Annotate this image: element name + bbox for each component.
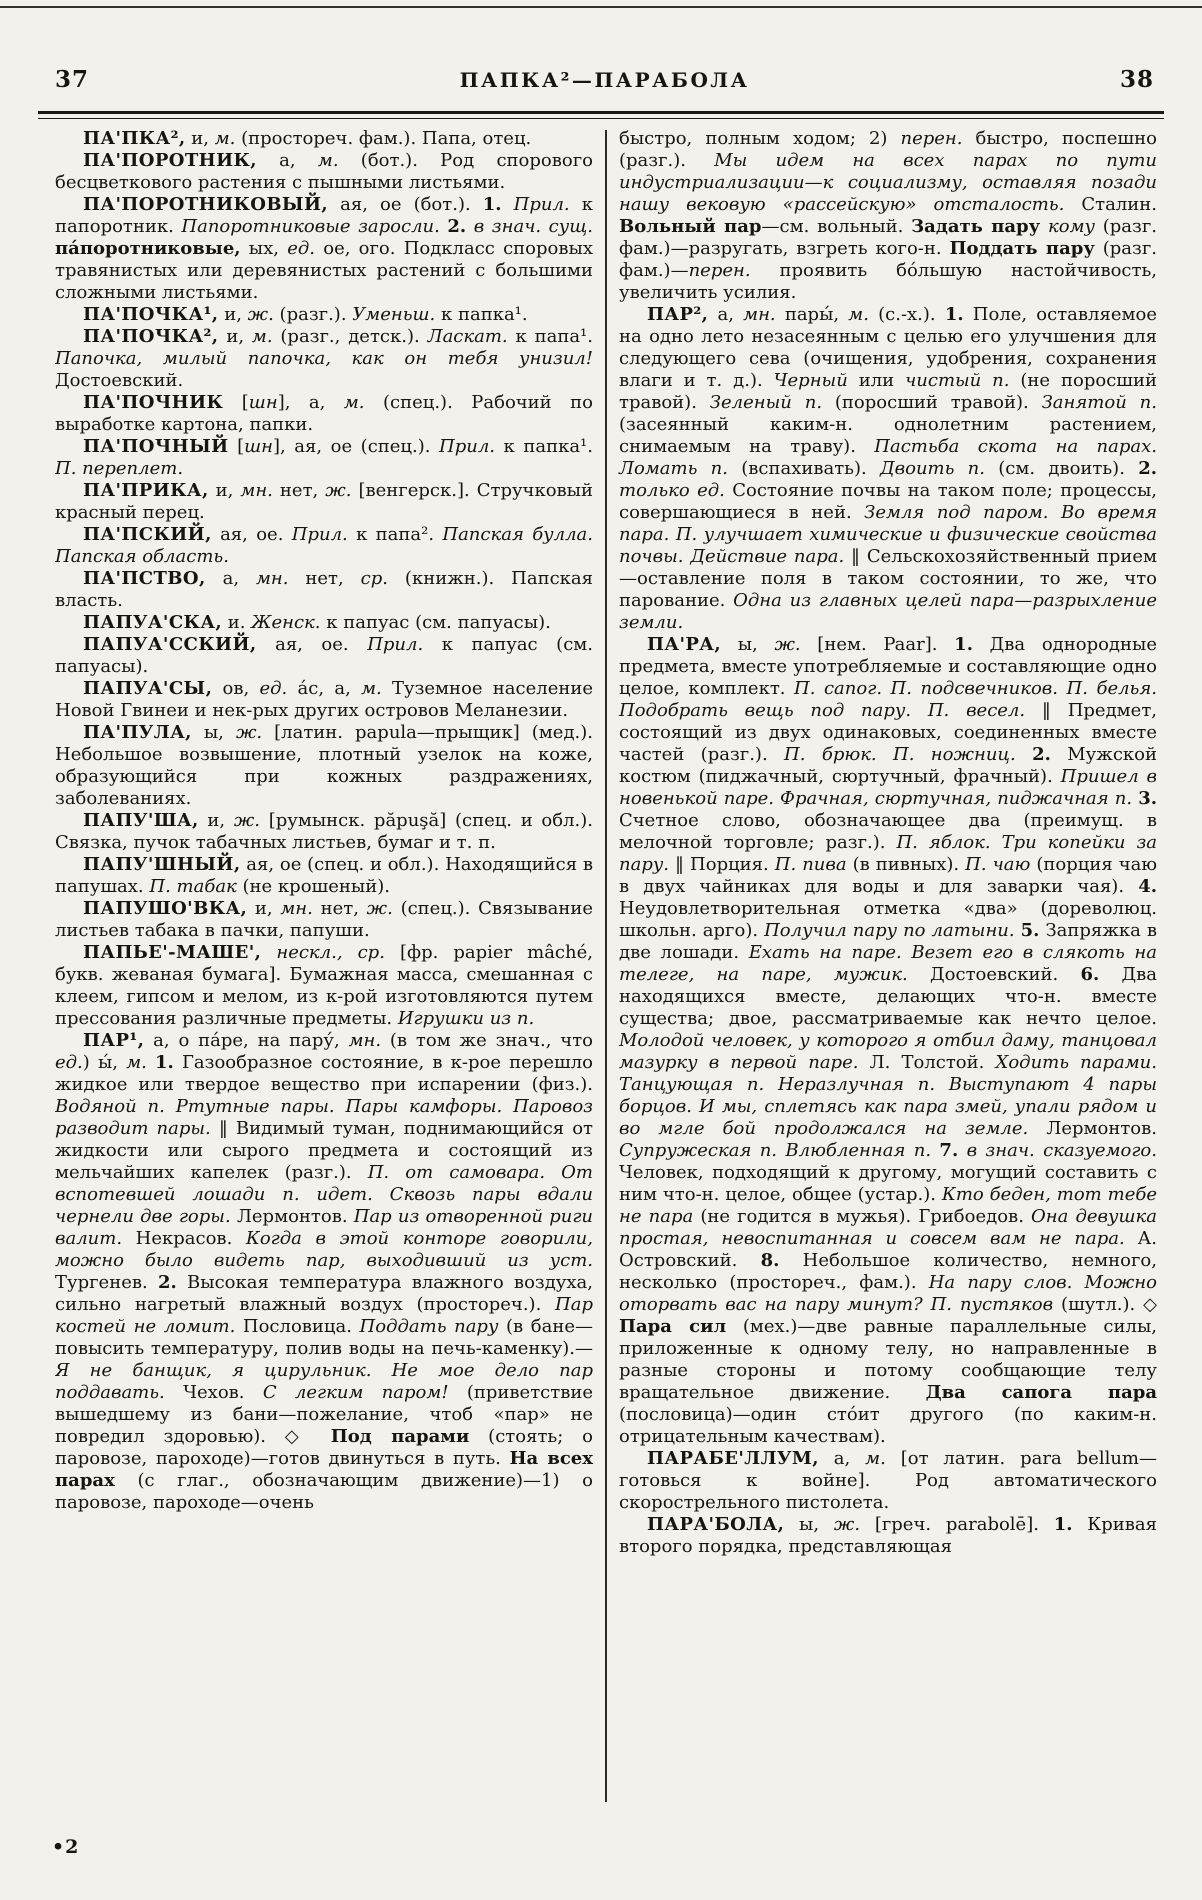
- signature-mark: •2: [52, 1836, 80, 1858]
- dictionary-entry: ПА'ПОЧКА¹, и, ж. (разг.). Уменьш. к папка¹.: [83, 304, 528, 325]
- dictionary-entry: ПАРАБЕ'ЛЛУМ, а, м. [от латин. para bellum—готовься к войне]. Род автоматического скорострельного пистолета.: [619, 1448, 1157, 1513]
- text-columns: [55, 128, 1157, 1802]
- dictionary-entry: ПА'ПУЛА, ы, ж. [латин. papula—прыщик] (мед.). Небольшое возвышение, плотный узелок на коже, образующийся при кожных раздражениях, заболеваниях.: [55, 722, 593, 809]
- dictionary-entry: ПА'ПОЧНИК [шн], а, м. (спец.). Рабочий по выработке картона, папки.: [55, 392, 593, 435]
- left-column: [55, 128, 593, 1802]
- column-divider: [605, 130, 607, 1802]
- dictionary-entry: ПАПУ'ША, и, ж. [румынск. păpuşă] (спец. и обл.). Связка, пучок табачных листьев, бумаг и т. п.: [55, 810, 593, 853]
- dictionary-entry: ПА'ПОЧНЫЙ [шн], ая, ое (спец.). Прил. к папка¹. П. переплет.: [55, 436, 593, 479]
- running-title: ПАПКА²—ПАРАБОЛА: [459, 68, 750, 92]
- dictionary-entry: ПА'ПСТВО, а, мн. нет, ср. (книжн.). Папская власть.: [55, 568, 593, 611]
- dictionary-entry: ПА'ПСКИЙ, ая, ое. Прил. к папа². Папская булла. Папская область.: [55, 524, 594, 567]
- dictionary-entry: ПАР¹, а, о па́ре, на пару́, мн. (в том же знач., что ед.) ы́, м. 1. Газообразное состояние, в к-рое перешло жидкое или твердое вещество при испарении (физ.). Водяной п. Ртутные пары. Пары камфоры. Паровоз разводит пары. ‖ Видимый туман, поднимающийся от жидкости или сырого предмета и состоящий из мельчайших капелек (разг.). П. от самовара. От вспотевшей лошади п. идет. Сквозь пары вдали чернели две горы. Лермонтов. Пар из отворенной риги валит. Некрасов. Когда в этой конторе говорили, можно было видеть пар, выходивший из уст. Тургенев. 2. Высокая температура влажного воздуха, сильно нагретый влажный воздух (простореч.). Пар костей не ломит. Пословица. Поддать пару (в бане—повысить температуру, полив воды на печь-каменку).—Я не банщик, я цирульник. Не мое дело пар поддавать. Чехов. С легким паром! (приветствие вышедшему из бани—пожелание, чтоб «пар» не повредил здоровью). ◇ Под парами (стоять; о паровозе, пароходе)—готов двинуться в путь. На всех парах (с глаг., обозначающим движение)—1) о паровозе, пароходе—очень: [55, 1030, 594, 1513]
- dictionary-entry: ПАР², а, мн. пары́, м. (с.-х.). 1. Поле, оставляемое на одно лето незасеянным с целью его улучшения для следующего сева (очищения, удобрения, сохранения влаги и т. д.). Черный или чистый п. (не поросший травой). Зеленый п. (поросший травой). Занятой п. (засеянный каким-н. однолетним растением, снимаемым на траву). Пастьба скота на парах. Ломать п. (вспахивать). Двоить п. (см. двоить). 2. только ед. Состояние почвы на таком поле; процессы, совершающиеся в ней. Земля под паром. Во время пара. П. улучшает химические и физические свойства почвы. Действие пара. ‖ Сельскохозяйственный прием—оставление поля в таком состоянии, то же, что парование. Одна из главных целей пара—разрыхление земли.: [619, 304, 1157, 633]
- dictionary-entry: ПАПУ'ШНЫЙ, ая, ое (спец. и обл.). Находящийся в папушах. П. табак (не крошеный).: [55, 854, 593, 897]
- dictionary-entry: ПАПУА'СКА, и. Женск. к папуас (см. папуасы).: [83, 612, 551, 633]
- page-number-right: 38: [1119, 66, 1154, 93]
- dictionary-entry: ПА'ПОЧКА², и, м. (разг., детск.). Ласкат. к папа¹. Папочка, милый папочка, как он тебя унизил! Достоевский.: [55, 326, 593, 391]
- page-number-left: 37: [55, 66, 90, 93]
- entry-continuation: быстро, полным ходом; 2) перен. быстро, поспешно (разг.). Мы идем на всех парах по пути индустриализации—к социализму, оставляя позади нашу вековую «рассейскую» отсталость. Сталин. Вольный пар—см. вольный. Задать пару кому (разг. фам.)—разругать, взгреть кого-н. Поддать пару (разг. фам.)—перен. проявить бо́льшую настойчивость, увеличить усилия.: [619, 128, 1157, 303]
- dictionary-entry: ПА'ПОРОТНИК, а, м. (бот.). Род спорового бесцветкового растения с пышными листьями.: [55, 150, 593, 193]
- right-column: [619, 128, 1157, 1802]
- page-header: [55, 66, 1154, 93]
- dictionary-entry: ПАПУА'СЫ, ов, ед. а́с, а, м. Туземное население Новой Гвинеи и нек-рых других островов Меланезии.: [55, 678, 593, 721]
- dictionary-entry: ПА'ПКА², и, м. (простореч. фам.). Папа, отец.: [83, 128, 532, 149]
- dictionary-entry: ПАПЬЕ'-МАШЕ', нескл., ср. [фр. papier mâché, букв. жеваная бумага]. Бумажная масса, смешанная с клеем, гипсом и мелом, из к-рой изготовляются путем прессования различные предметы. Игрушки из п.: [55, 942, 593, 1029]
- dictionary-entry: ПАПУШО'ВКА, и, мн. нет, ж. (спец.). Связывание листьев табака в пачки, папуши.: [55, 898, 594, 941]
- dictionary-entry: ПА'ПОРОТНИКОВЫЙ, ая, ое (бот.). 1. Прил. к папоротник. Папоротниковые заросли. 2. в знач. сущ. па́поротниковые, ых, ед. ое, ого. Подкласс споровых травянистых или деревянистых растений с большими сложными листьями.: [55, 194, 593, 303]
- dictionary-entry: ПА'ПРИКА, и, мн. нет, ж. [венгерск.]. Стручковый красный перец.: [55, 480, 593, 523]
- header-rule: [38, 111, 1164, 119]
- dictionary-entry: ПАПУА'ССКИЙ, ая, ое. Прил. к папуас (см. папуасы).: [55, 634, 594, 677]
- scan-edge-line: [0, 6, 1202, 8]
- dictionary-entry: ПАРА'БОЛА, ы, ж. [греч. parabolē]. 1. Кривая второго порядка, представляющая: [619, 1514, 1157, 1557]
- dictionary-entry: ПА'РА, ы, ж. [нем. Paar]. 1. Два однородные предмета, вместе употребляемые и составляющие одно целое, комплект. П. сапог. П. подсвечников. П. белья. Подобрать вещь под пару. П. весел. ‖ Предмет, состоящий из двух одинаковых, соединенных вместе частей (разг.). П. брюк. П. ножниц. 2. Мужской костюм (пиджачный, сюртучный, фрачный). Пришел в новенькой паре. Фрачная, сюртучная, пиджачная п. 3. Счетное слово, обозначающее два (преимущ. в мелочной торговле; разг.). П. яблок. Три копейки за пару. ‖ Порция. П. пива (в пивных). П. чаю (порция чаю в двух чайниках для воды и для заварки чая). 4. Неудовлетворительная отметка «два» (дореволюц. школьн. арго). Получил пару по латыни. 5. Запряжка в две лошади. Ехать на паре. Везет его в слякоть на телеге, на паре, мужик. Достоевский. 6. Два находящихся вместе, делающих что-н. вместе существа; двое, рассматриваемые как нечто целое. Молодой человек, у которого я отбил даму, танцовал мазурку в первой паре. Л. Толстой. Ходить парами. Танцующая п. Неразлучная п. Выступают 4 пары борцов. И мы, сплетясь как пара змей, упали рядом и во мгле бой продолжался на земле. Лермонтов. Супружеская п. Влюбленная п. 7. в знач. сказуемого. Человек, подходящий к другому, могущий составить с ним что-н. целое, общее (устар.). Кто беден, тот тебе не пара (не годится в мужья). Грибоедов. Она девушка простая, невоспитанная и совсем вам не пара. А. Островский. 8. Небольшое количество, немного, несколько (простореч., фам.). На пару слов. Можно оторвать вас на пару минут? П. пустяков (шутл.). ◇ Пара сил (мех.)—две равные параллельные силы, приложенные к одному телу, но направленные в разные стороны и потому сообщающие телу вращательное движение. Два сапога пара (пословица)—один сто́ит другого (по каким-н. отрицательным качествам).: [619, 634, 1157, 1447]
